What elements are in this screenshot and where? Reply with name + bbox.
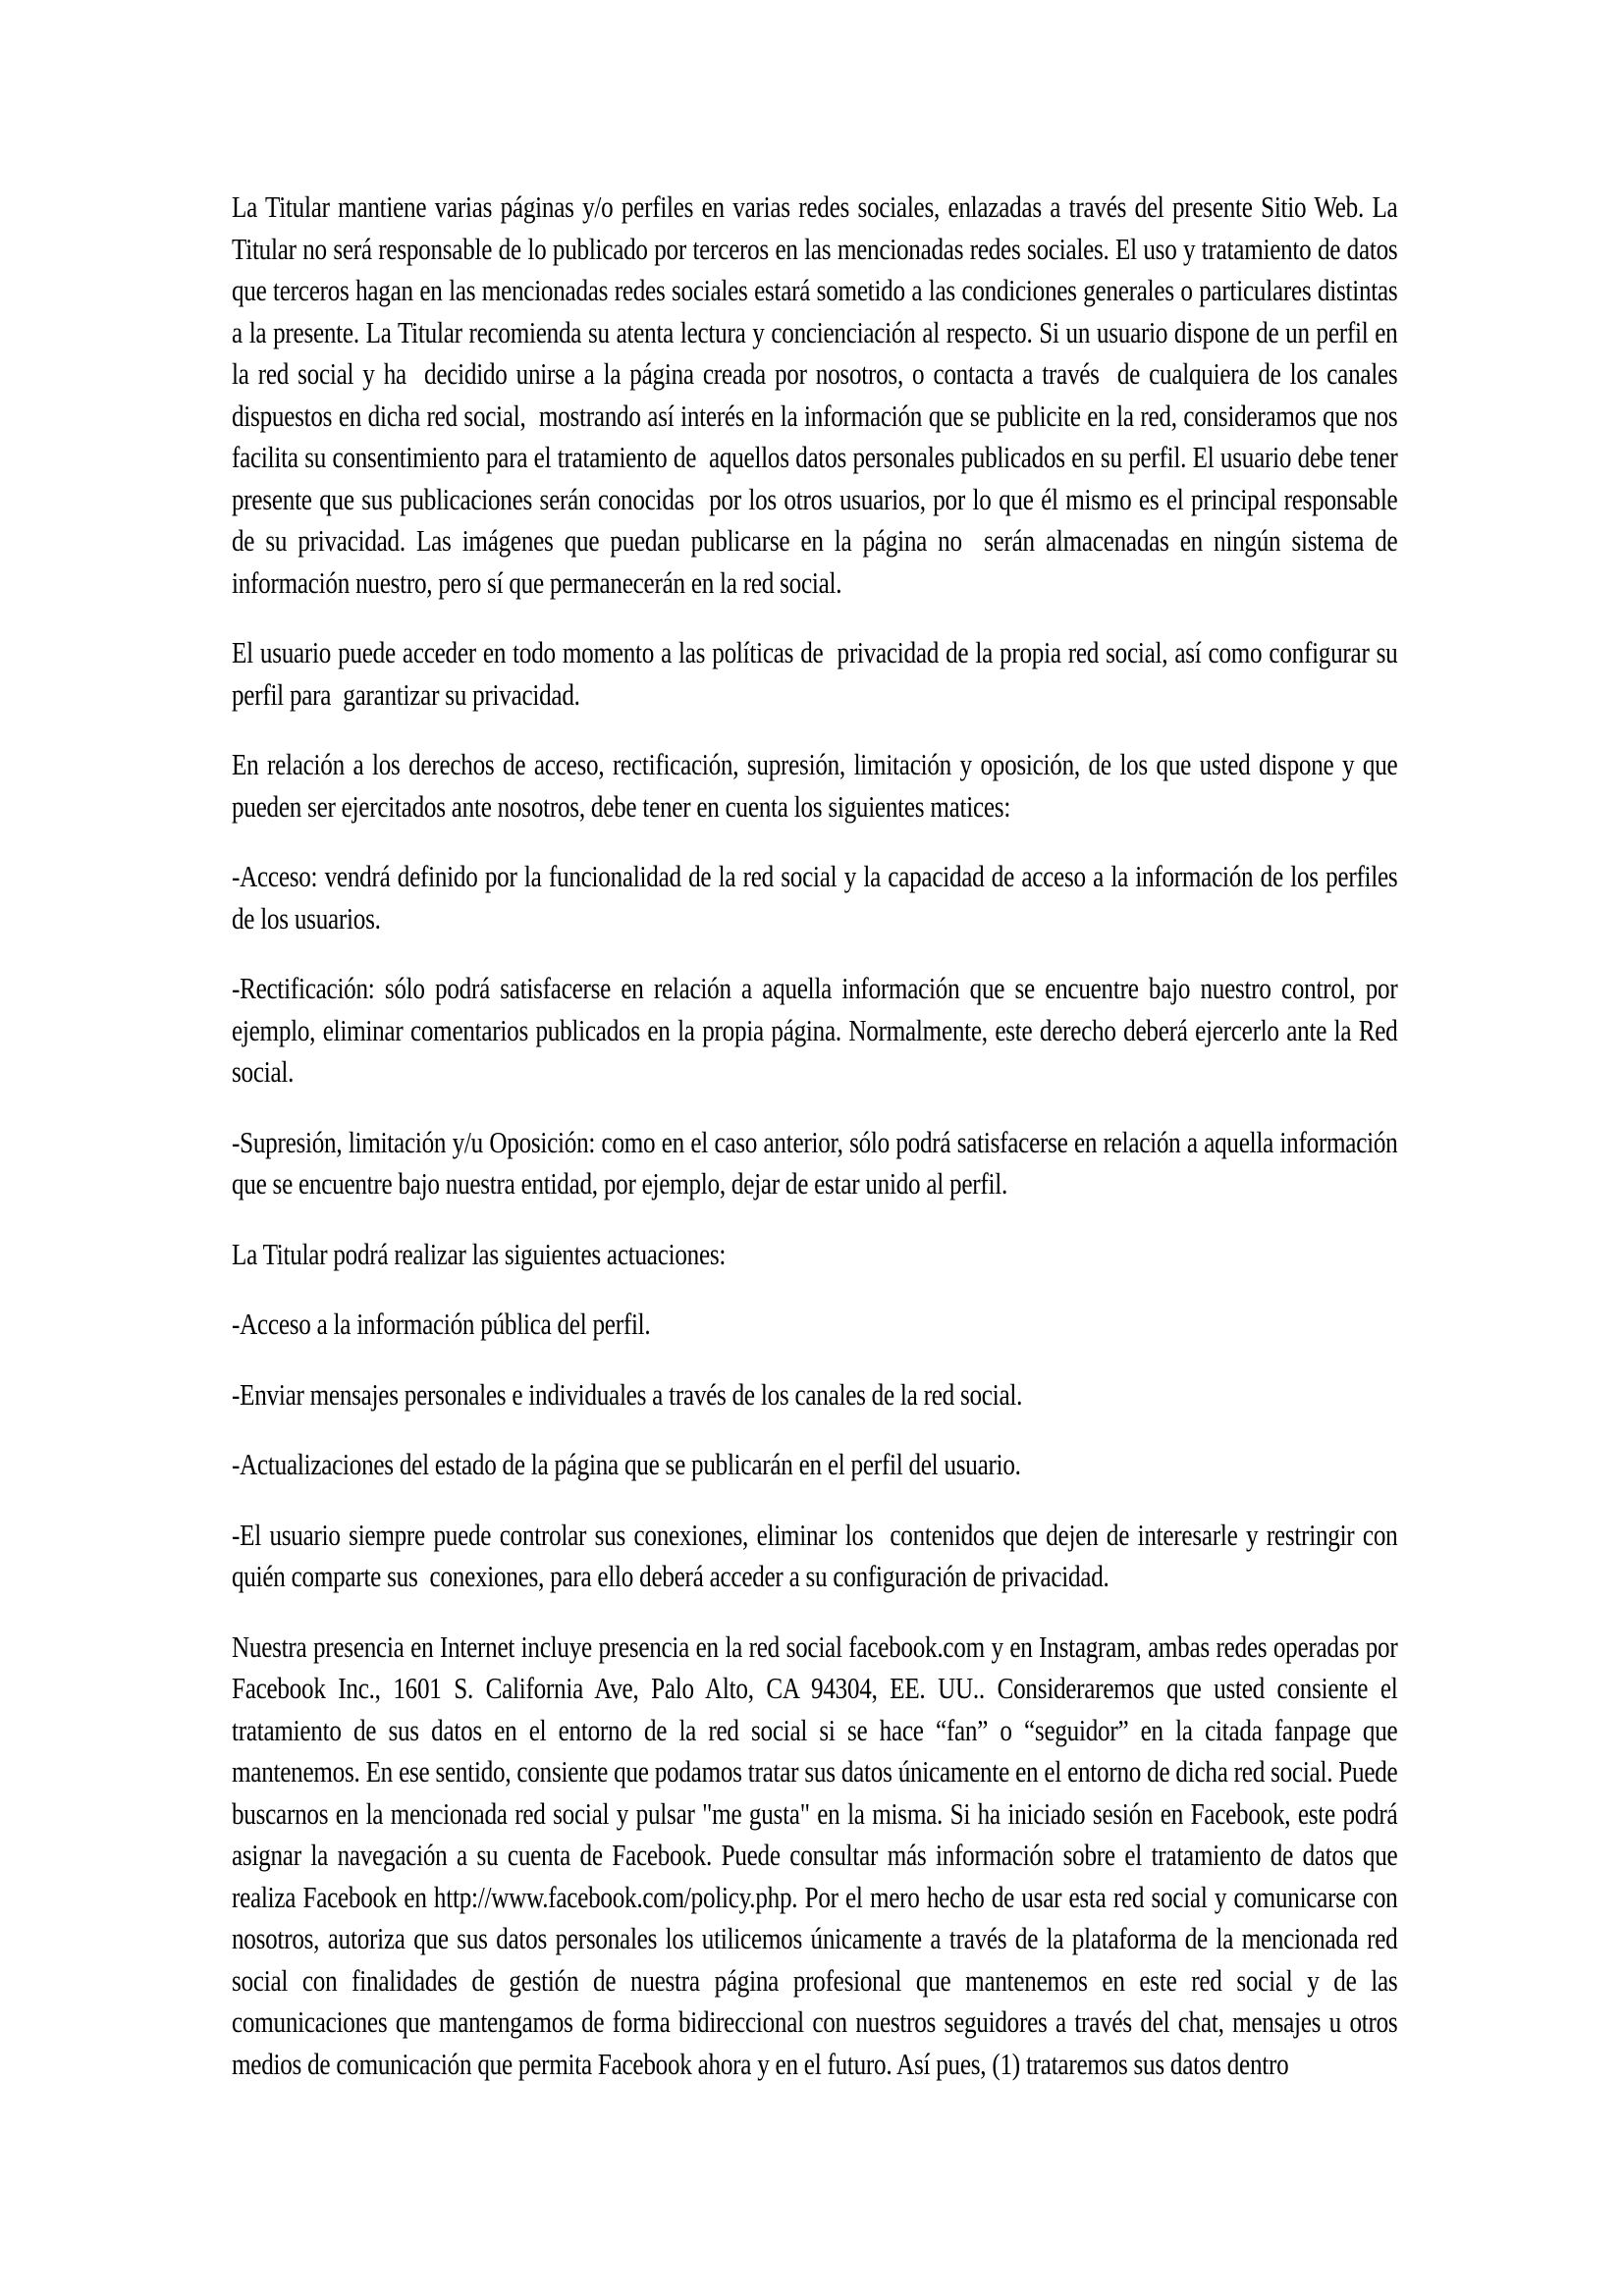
paragraph: En relación a los derechos de acceso, rectificación, supresión, limitación y oposición, de los que usted dispone y que pueden ser ejercitados ante nosotros, debe tener en cuenta los siguientes matices: — [232, 747, 1404, 824]
list-paragraph: -El usuario siempre puede controlar sus conexiones, eliminar los contenidos que dejen de interesarle y restringir con quién comparte sus conexiones, para ello deberá acceder a su configuración de privacidad. — [232, 1517, 1404, 1593]
paragraph: La Titular mantiene varias páginas y/o perfiles en varias redes sociales, enlazadas a través del presente Sitio Web. La Titular no será responsable de lo publicado por terceros en las mencionadas redes sociales. El uso y tratamiento de datos que terceros hagan en las mencionadas redes sociales estará sometido a las condiciones generales o particulares distintas a la presente. La Titular recomienda su atenta lectura y concienciación al respecto. Si un usuario dispone de un perfil en la red social y ha decidido unirse a la página creada por nosotros, o contacta a través de cualquiera de los canales dispuestos en dicha red social, mostrando así interés en la información que se publicite en la red, consideramos que nos facilita su consentimiento para el tratamiento de aquellos datos personales publicados en su perfil. El usuario debe tener presente que sus publicaciones serán conocidas por los otros usuarios, por lo que él mismo es el principal responsable de su privacidad. Las imágenes que puedan publicarse en la página no serán almacenadas en ningún sistema de información nuestro, pero sí que permanecerán en la red social. — [232, 189, 1410, 600]
list-paragraph: -Supresión, limitación y/u Oposición: como en el caso anterior, sólo podrá satisfacerse en relación a aquella información que se encuentre bajo nuestra entidad, por ejemplo, dejar de estar unido al perfil. — [232, 1124, 1404, 1201]
list-paragraph: -Actualizaciones del estado de la página que se publicarán en el perfil del usuario. — [232, 1447, 1021, 1481]
document-text-block — [232, 187, 1410, 2085]
paragraph: El usuario puede acceder en todo momento a las políticas de privacidad de la propia red social, así como configurar su perfil para garantizar su privacidad. — [232, 635, 1404, 712]
list-paragraph: -Acceso: vendrá definido por la funcionalidad de la red social y la capacidad de acceso a la información de los perfiles de los usuarios. — [232, 859, 1404, 935]
list-paragraph: -Acceso a la información pública del perfil. — [232, 1307, 651, 1341]
list-paragraph: -Rectificación: sólo podrá satisfacerse en relación a aquella información que se encuentre bajo nuestro control, por ejemplo, eliminar comentarios publicados en la propia página. Normalmente, este derecho deberá ejercerlo ante la Red social. — [232, 971, 1404, 1089]
list-paragraph: -Enviar mensajes personales e individuales a través de los canales de la red social. — [232, 1376, 1023, 1412]
paragraph: Nuestra presencia en Internet incluye presencia en la red social facebook.com y en Instagram, ambas redes operadas por Facebook Inc., 1601 S. California Ave, Palo Alto, CA 94304, EE. UU.. Consideraremos que usted consiente el tratamiento de sus datos en el entorno de la red social si se hace “fan” o “seguidor” en la citada fanpage que mantenemos. En ese sentido, consiente que podamos tratar sus datos únicamente en el entorno de dicha red social. Puede buscarnos en la mencionada red social y pulsar "me gusta" en la misma. Si ha iniciado sesión en Facebook, este podrá asignar la navegación a su cuenta de Facebook. Puede consultar más información sobre el tratamiento de datos que realiza Facebook en http://www.facebook.com/policy.php. Por el mero hecho de usar esta red social y comunicarse con nosotros, autoriza que sus datos personales los utilicemos únicamente a través de la plataforma de la mencionada red social con finalidades de gestión de nuestra página profesional que mantenemos en este red social y de las comunicaciones que mantengamos de forma bidireccional con nuestros seguidores a través del chat, mensajes u otros medios de comunicación que permita Facebook ahora y en el futuro. Así pues, (1) trataremos sus datos dentro — [232, 1629, 1404, 2081]
paragraph: La Titular podrá realizar las siguientes actuaciones: — [232, 1236, 727, 1271]
